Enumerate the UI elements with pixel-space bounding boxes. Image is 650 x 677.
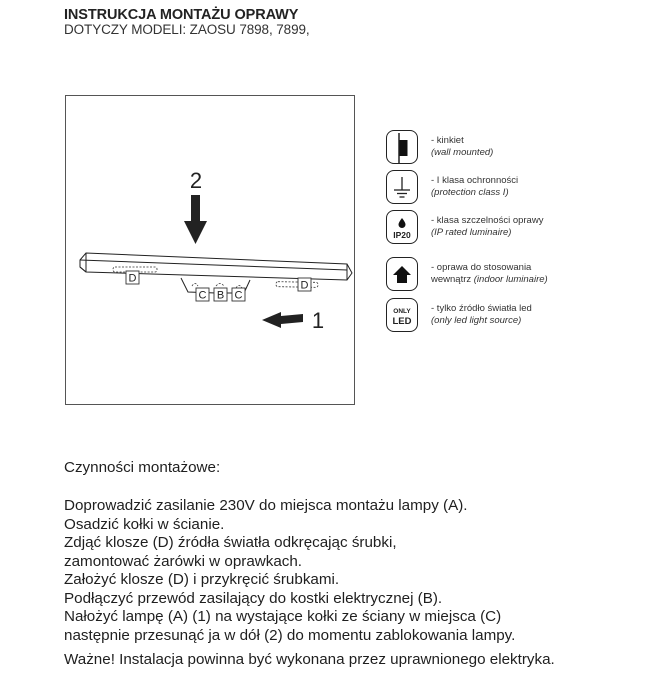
arrow-left-icon (262, 312, 303, 328)
legend-label-pl: - klasa szczelności oprawy (431, 215, 544, 226)
legend-label-pl: - I klasa ochronności (431, 175, 519, 186)
legend-label-en: (indoor luminaire) (473, 273, 548, 285)
part-label-b (214, 288, 227, 302)
legend-item-indoor (386, 257, 646, 293)
page-title: INSTRUKCJA MONTAŻU OPRAWY (64, 7, 299, 23)
indoor-icon (386, 257, 418, 291)
step-1-number: 1 (311, 308, 325, 333)
wall-mounted-icon (386, 130, 418, 164)
part-label-d-left (126, 271, 139, 285)
svg-text:D: D (128, 272, 137, 285)
instruction-step: Podłączyć przewód zasilający do kostki elektrycznej (B). (64, 589, 443, 607)
legend-label-pl: - tylko źródło światła led (431, 303, 532, 314)
part-label-d-right (298, 278, 311, 292)
legend-label-en: (wall mounted) (431, 146, 494, 158)
mounting-diagram (65, 95, 355, 405)
legend-item-wall-mounted (386, 130, 646, 166)
part-label-c-right (232, 288, 245, 302)
arrow-down-icon (184, 195, 207, 244)
svg-text:D: D (300, 279, 309, 292)
instruction-step: zamontować żarówki w oprawkach. (64, 552, 303, 570)
instruction-step: następnie przesunąć ja w dół (2) do momentu zablokowania lampy. (64, 626, 516, 644)
instruction-step: Nałożyć lampę (A) (1) na wystające kołki ze ściany w miejsca (C) (64, 608, 502, 625)
svg-text:LED: LED (392, 316, 412, 327)
page-subtitle: DOTYCZY MODELI: ZAOSU 7898, 7899, (64, 22, 310, 37)
legend-label-en: (only led light source) (431, 314, 522, 326)
only-led-icon (386, 298, 418, 332)
legend-item-only-led (386, 298, 646, 334)
legend-item-protection-class (386, 170, 646, 206)
safety-warning: Ważne! Instalacja powinna być wykonana przez uprawnionego elektryka. (64, 651, 555, 668)
svg-text:C: C (198, 289, 207, 302)
ip-rating-icon (386, 210, 418, 244)
step-2-number: 2 (189, 168, 203, 193)
legend-label-pl: - oprawa do stosowania (431, 262, 532, 273)
svg-text:ONLY: ONLY (393, 308, 411, 315)
legend-item-ip-rating (386, 210, 646, 246)
part-label-c-left (196, 288, 209, 302)
svg-text:IP20: IP20 (393, 230, 411, 240)
legend-label-pl-2: wewnątrz (431, 273, 472, 285)
instruction-step: Zdjąć klosze (D) źródła światła odkręcając śrubki, (64, 534, 397, 551)
legend-label-pl: - kinkiet (431, 135, 464, 146)
instruction-step: Założyć klosze (D) i przykręcić śrubkami. (64, 571, 340, 588)
protection-class-icon (386, 170, 418, 204)
svg-text:B: B (216, 289, 225, 302)
svg-text:C: C (234, 289, 243, 302)
lamp-illustration (66, 96, 356, 406)
instruction-step: Osadzić kołki w ścianie. (64, 515, 225, 533)
legend-label-en: (IP rated luminaire) (431, 226, 512, 238)
legend-label-en: (protection class I) (431, 186, 509, 198)
instruction-step: Doprowadzić zasilanie 230V do miejsca montażu lampy (A). (64, 497, 468, 514)
instructions-heading: Czynności montażowe: (64, 459, 221, 476)
